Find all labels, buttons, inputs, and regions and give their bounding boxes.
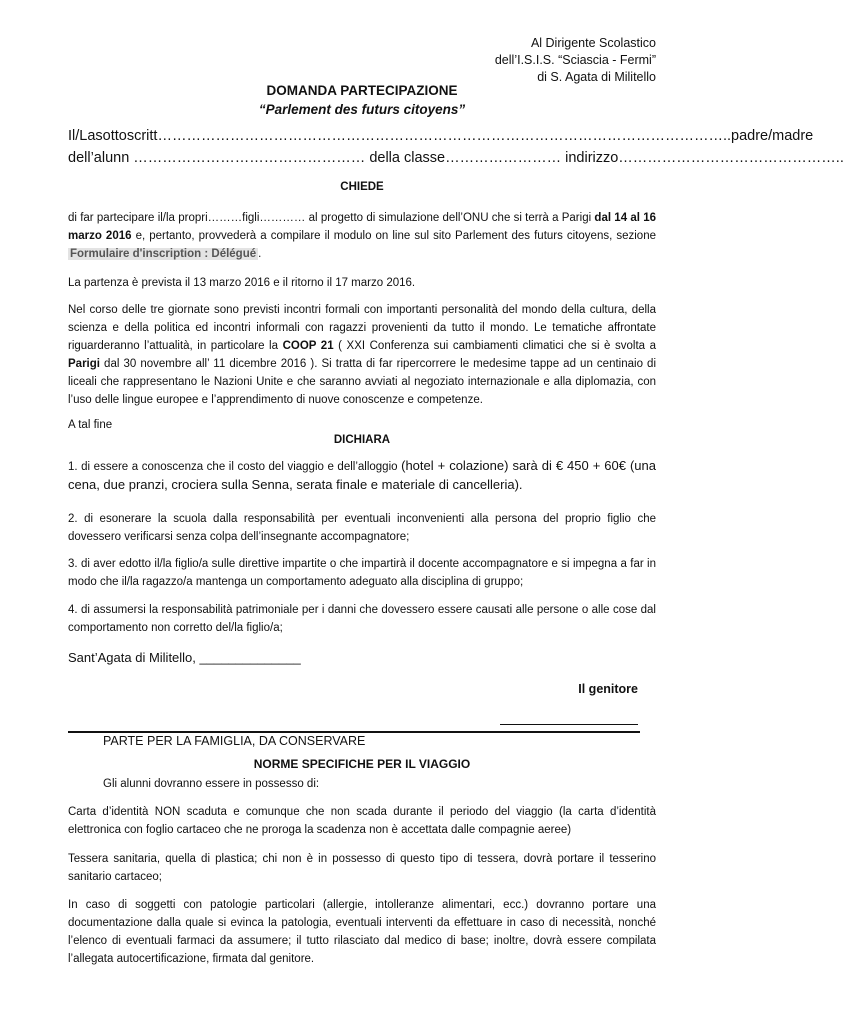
chiede-text-2: e, pertanto, provvederà a compilare il modulo on line sul sito Parlement des futurs citoyens, sezione — [131, 230, 656, 242]
fill-label-sottoscritt: sottoscritt — [95, 128, 158, 144]
corso-text-3: dal 30 novembre all’ 11 dicembre 2016 ). Si tratta di far ripercorrere le medesime tappe ad un centinaio di liceali che rappresentano le Nazioni Unite e che saranno avviati al negoziato internazionale e alla diplomazia, con l’uso delle lingue europee e l’apprendimento di nuove conoscenze e competenze. — [68, 358, 656, 406]
address-line-1: Al Dirigente Scolastico — [530, 36, 656, 50]
item-1-cost: (hotel + colazione) sarà di € 450 + 60€ (una cena, due pranzi, crociera sulla Senna, serata finale e materiale di cancelleria). — [68, 458, 656, 492]
chiede-paragraph — [68, 209, 656, 263]
parigi: Parigi — [68, 358, 100, 370]
family-section-title: PARTE PER LA FAMIGLIA, DA CONSERVARE — [103, 734, 366, 748]
dichiara-item-1 — [68, 457, 656, 495]
corso-text-1: Nel corso delle tre giornate sono previsti incontri formali con importanti personalità del mondo della cultura, della scienza e della politica ed incontri informali con ragazzi provenienti da tutto il mondo. Le tematiche affrontate riguarderanno l’attualità, in particolare la — [68, 304, 656, 352]
document-title: DOMANDA PARTECIPAZIONE — [266, 83, 458, 98]
norme-intro: Gli alunni dovranno essere in possesso di: — [103, 778, 320, 790]
address-line-2: dell’I.S.I.S. “Sciascia - Fermi” — [494, 53, 656, 67]
norme-item-health-card: Tessera sanitaria, quella di plastica; chi non è in possesso di questo tipo di tessera, dovrà portare il tesserino sanitario cartaceo; — [68, 853, 656, 883]
a-tal-fine: A tal fine — [68, 419, 113, 431]
item-1-text: 1. di essere a conoscenza che il costo del viaggio e dell’alloggio — [68, 461, 402, 473]
dichiara-item-4: 4. di assumersi la responsabilità patrimoniale per i danni che dovessero essere causati alle persone o alle cose dal comportamento non corretto del/la figlio/a; — [68, 604, 656, 634]
norme-item-id-card: Carta d’identità NON scaduta e comunque che non scada durante il periodo del viaggio (la carta d’identità elettronica con foglio cartaceo che ne proroga la scadenza non è accettata dalle compagnie aeree) — [68, 806, 656, 836]
dichiara-heading: DICHIARA — [333, 434, 391, 446]
chiede-dates: dal 14 al 16 marzo 2016 — [68, 212, 657, 242]
norme-heading: NORME SPECIFICHE PER IL VIAGGIO — [253, 757, 471, 771]
inscription-form-section: Formulaire d'inscription : Délégué — [70, 248, 257, 260]
chiede-heading: CHIEDE — [340, 181, 384, 193]
genitore-label: Il genitore — [578, 682, 638, 696]
fill-label-padre-madre: padre/madre — [731, 128, 814, 144]
dichiara-item-2: 2. di esonerare la scuola dalla responsabilità per eventuali inconvenienti alla persona del proprio figlio che dovessero verificarsi senza colpa dell’insegnante accompagnatore; — [68, 513, 656, 543]
fill-line-student: dell’alunn ………………………………………… della classe…………………… indirizzo……………………………………….. — [68, 150, 844, 166]
norme-item-pathologies: In caso di soggetti con patologie particolari (allergie, intolleranze alimentari, ecc.) dovranno portare una documentazione dalla quale si evinca la patologia, eventuali interventi da effettuare in caso di necessità, nonché l’elenco di eventuali farmaci da assumere; il tutto rilasciato dal medico di base; inoltre, dovrà essere compilata l’allegata autocertificazione, firmata dal genitore. — [68, 899, 656, 965]
chiede-text-1: di far partecipare il/la propri………figli………… al progetto di simulazione dell’ONU che si terrà a Parigi — [68, 212, 595, 224]
coop-21: COOP 21 — [282, 340, 334, 352]
corso-paragraph — [68, 301, 656, 409]
dichiara-item-3: 3. di aver edotto il/la figlio/a sulle direttive impartite o che impartirà il docente accompagnatore e si impegna a far in modo che il/la ragazzo/a mantenga un comportamento adeguato alla disciplina di gruppo; — [68, 558, 656, 588]
corso-text-2: ( XXI Conferenza sui cambiamenti climatici che si è svolta a — [333, 340, 656, 352]
chiede-text-3: . — [258, 248, 262, 260]
fill-label-il-la: Il/La — [68, 128, 96, 144]
recipient-address — [495, 35, 656, 86]
document-subtitle: “Parlement des futurs citoyens” — [258, 102, 466, 117]
place-date-field: Sant’Agata di Militello, ______________ — [68, 650, 301, 665]
fill-dots-name: ……………………………………………………………………………………………………….. — [157, 128, 732, 144]
address-line-3: di S. Agata di Militello — [537, 70, 656, 84]
signature-line — [500, 724, 638, 725]
fill-line-parent — [68, 128, 814, 144]
section-divider — [68, 731, 640, 733]
partenza-paragraph: La partenza è prevista il 13 marzo 2016 e il ritorno il 17 marzo 2016. — [68, 277, 416, 289]
